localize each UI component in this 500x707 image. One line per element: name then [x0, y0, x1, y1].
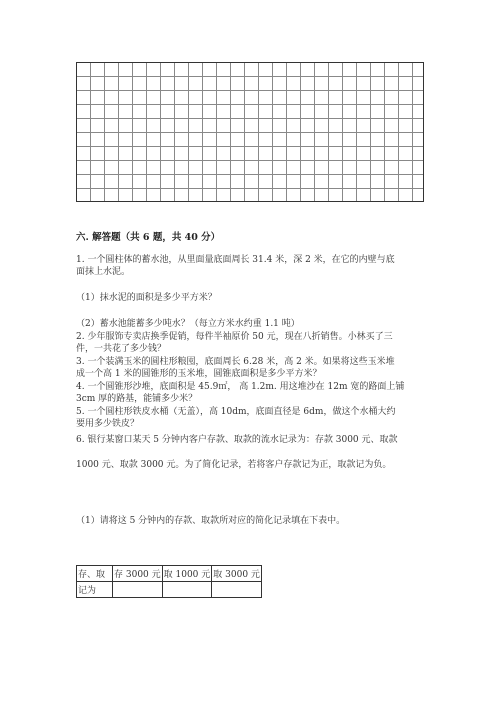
table-cell: 存 3000 元	[113, 566, 163, 582]
section-title: 六. 解答题（共 6 题，共 40 分）	[76, 232, 221, 243]
writing-grid	[76, 62, 424, 202]
q2-line2: 件，一共花了多少钱？	[76, 344, 167, 354]
record-table	[76, 565, 262, 598]
q4-line2: 3cm 厚的路基，能铺多少米？	[76, 394, 198, 404]
q1-line2: 面抹上水泥。	[76, 267, 131, 277]
q2-line1: 2. 少年服饰专卖店换季促销，每件半袖原价 50 元，现在八折销售。小林买了三	[76, 332, 393, 342]
q1-line1: 1. 一个圆柱体的蓄水池，从里面量底面周长 31.4 米，深 2 米，在它的内壁与底	[76, 255, 395, 265]
q4-line1: 4. 一个圆锥形沙堆，底面积是 45.9㎡， 高 1.2m. 用这堆沙在 12m 宽的路面上铺	[76, 382, 405, 392]
q3-line2: 成一个高 1 米的圆锥形的玉米堆，圆锥底面积是多少平方米？	[76, 369, 322, 379]
q1-sub1: （1）抹水泥的面积是多少平方米？	[76, 293, 217, 303]
q6-line1: 6. 银行某窗口某天 5 分钟内客户存款、取款的流水记录为：存款 3000 元、取款	[76, 435, 398, 445]
table-cell: 存、取	[77, 566, 113, 582]
q6-sub1: （1）请将这 5 分钟内的存款、取款所对应的简化记录填在下表中。	[76, 516, 346, 526]
table-cell: 记为	[77, 582, 113, 598]
answer-cell[interactable]	[113, 582, 163, 598]
table-cell: 取 3000 元	[212, 566, 262, 582]
q5-line1: 5. 一个圆柱形铁皮水桶（无盖），高 10dm，底面直径是 6dm，做这个水桶大约	[76, 407, 396, 417]
table-row	[77, 566, 262, 582]
answer-cell[interactable]	[162, 582, 212, 598]
q1-sub2: （2）蓄水池能蓄多少吨水？（每立方米水约重 1.1 吨）	[76, 319, 300, 329]
table-row	[77, 582, 262, 598]
q5-line2: 要用多少铁皮？	[76, 419, 140, 429]
q3-line1: 3. 一个装满玉米的圆柱形粮囤，底面周长 6.28 米，高 2 米。如果将这些玉米堆	[76, 357, 395, 367]
q6-line2: 1000 元、取款 3000 元。为了简化记录，若将客户存款记为正，取款记为负。	[76, 460, 392, 470]
answer-cell[interactable]	[212, 582, 262, 598]
table-cell: 取 1000 元	[162, 566, 212, 582]
